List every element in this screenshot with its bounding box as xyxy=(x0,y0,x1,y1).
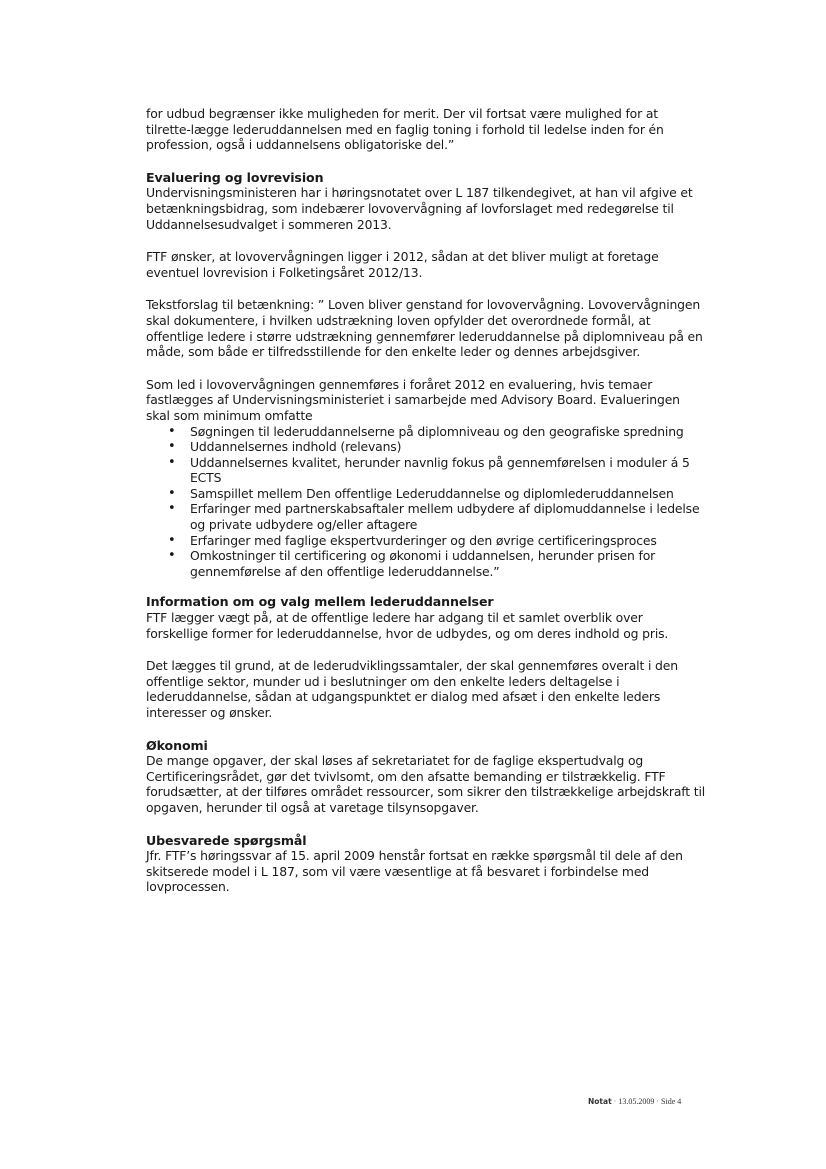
evaluation-topics-list xyxy=(146,424,706,580)
list-item: • Samspillet mellem Den offentlige Lederuddannelse og diplomlederuddannelsen xyxy=(190,486,706,502)
okonomi-paragraph-1: De mange opgaver, der skal løses af sekretariatet for de faglige ekspertudvalg og Certificeringsrådet, gør det tvivlsomt, om den afsatte bemanding er tilstrækkelig. FTF forudsætter, at der tilføres området ressourcer, som sikrer den tilstrækkelige arbejdskraft til opgaven, herunder til også at varetage tilsynsopgaver. xyxy=(146,753,706,815)
footer-date: 13.05.2009 xyxy=(618,1097,655,1106)
heading-ubesvarede: Ubesvarede spørgsmål xyxy=(146,832,307,848)
intro-paragraph: for udbud begrænser ikke muligheden for merit. Der vil fortsat være mulighed for at tilrette-lægge lederuddannelsen med en faglig toning i forhold til ledelse inden for én profession, også i uddannelsens obligatoriske del.” xyxy=(146,106,664,153)
document-body xyxy=(146,106,706,912)
list-item: • Erfaringer med faglige ekspertvurderinger og den øvrige certificeringsproces xyxy=(190,533,706,549)
page-footer xyxy=(588,1097,681,1106)
ubesvarede-paragraph-1: Jfr. FTF’s høringssvar af 15. april 2009 henstår fortsat en række spørgsmål til dele af den skitserede model i L 187, som vil være væsentlige at få besvaret i forbindelse med lovprocessen. xyxy=(146,848,683,895)
footer-separator: · xyxy=(613,1097,617,1106)
list-item: • Uddannelsernes indhold (relevans) xyxy=(190,439,706,455)
information-paragraph-2: Det lægges til grund, at de lederudviklingssamtaler, der skal gennemføres overalt i den offentlige sektor, munder ud i beslutninger om den enkelte leders deltagelse i lederuddannelse, sådan at udgangspunktet er dialog med afsæt i den enkelte leders interesser og ønsker. xyxy=(146,658,678,720)
list-item: • Uddannelsernes kvalitet, herunder navnlig fokus på gennemførelsen i moduler á 5 ECTS xyxy=(190,455,706,486)
heading-okonomi: Økonomi xyxy=(146,737,208,753)
footer-separator: · xyxy=(656,1097,660,1106)
heading-evaluering: Evaluering og lovrevision xyxy=(146,169,324,185)
list-item: • Omkostninger til certificering og økonomi i uddannelsen, herunder prisen for gennemførelse af den offentlige lederuddannelse.” xyxy=(190,548,706,579)
evaluering-paragraph-1: Undervisningsministeren har i høringsnotatet over L 187 tilkendegivet, at han vil afgive et betænkningsbidrag, som indebærer lovovervågning af lovforslaget med redegørelse til Uddannelsesudvalget i sommeren 2013. xyxy=(146,185,693,232)
information-paragraph-1: FTF lægger vægt på, at de offentlige ledere har adgang til et samlet overblik over forskellige former for lederuddannelse, hvor de udbydes, og om deres indhold og pris. xyxy=(146,610,669,641)
evaluering-paragraph-2: FTF ønsker, at lovovervågningen ligger i 2012, sådan at det bliver muligt at foretage eventuel lovrevision i Folketingsåret 2012/13. xyxy=(146,249,659,280)
evaluering-paragraph-4: Som led i lovovervågningen gennemføres i foråret 2012 en evaluering, hvis temaer fastlægges af Undervisningsministeriet i samarbejde med Advisory Board. Evalueringen skal som minimum omfatte xyxy=(146,376,680,423)
list-item: • Erfaringer med partnerskabsaftaler mellem udbydere af diplomuddannelse i ledelse og private udbydere og/eller aftagere xyxy=(190,501,706,532)
evaluering-paragraph-3: Tekstforslag til betænkning: ” Loven bliver genstand for lovovervågning. Lovovervågningen skal dokumentere, i hvilken udstrækning loven opfylder det overordnede formål, at offentlige ledere i større udstrækning gennemfører lederuddannelse på diplomniveau på en måde, som både er tilfredsstillende for den enkelte leder og dennes arbejdsgiver. xyxy=(146,297,703,360)
footer-label: Notat xyxy=(588,1097,612,1106)
footer-page-number: Side 4 xyxy=(661,1097,682,1106)
list-item: • Søgningen til lederuddannelserne på diplomniveau og den geografiske spredning xyxy=(190,424,706,440)
heading-information: Information om og valg mellem lederuddannelser xyxy=(146,594,494,610)
